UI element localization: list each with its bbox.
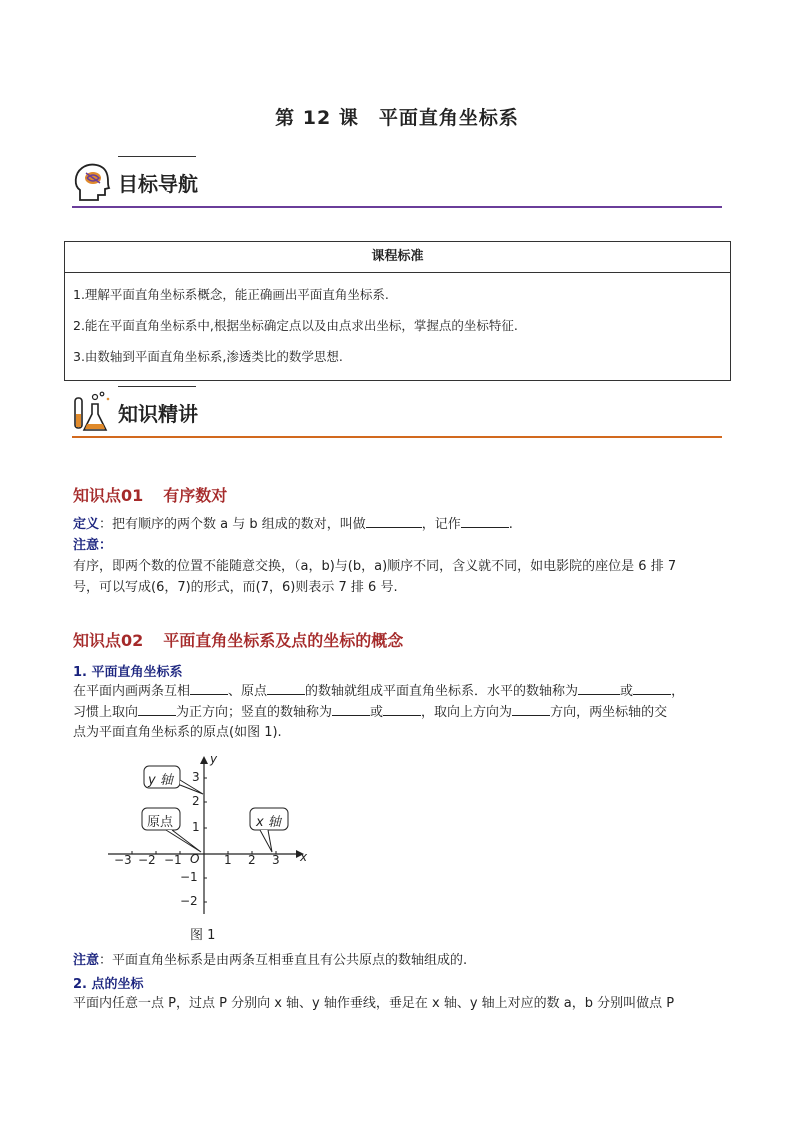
body-line bbox=[73, 701, 733, 723]
x-tick-label: −3 bbox=[114, 853, 132, 867]
x-tick-label: −1 bbox=[164, 853, 182, 867]
body-line bbox=[73, 680, 733, 702]
definition-text: ，记作 bbox=[421, 517, 461, 532]
note-label: 注意 bbox=[73, 538, 100, 553]
header-divider bbox=[72, 436, 722, 438]
y-tick-label: 1 bbox=[192, 820, 200, 834]
y-tick-label: 2 bbox=[192, 794, 200, 808]
body-text: 方向，两坐标轴的交 bbox=[550, 705, 668, 720]
body-line: 平面内任意一点 P，过点 P 分别向 x 轴、y 轴作垂线，垂足在 x 轴、y 轴上对应的数 a，b 分别叫做点 P bbox=[73, 996, 675, 1011]
fill-blank[interactable] bbox=[332, 701, 370, 716]
body-text: 或 bbox=[370, 705, 384, 720]
section-label: 目标导航 bbox=[118, 172, 198, 196]
note-colon: ： bbox=[99, 538, 113, 553]
note-paragraph bbox=[73, 950, 733, 971]
body-text: 为正方向；竖直的数轴称为 bbox=[176, 705, 333, 720]
note-heading bbox=[73, 535, 733, 556]
fill-blank[interactable] bbox=[512, 701, 550, 716]
kp-name: 有序数对 bbox=[163, 486, 228, 505]
x-axis-callout-pointer bbox=[260, 830, 272, 852]
fill-blank[interactable] bbox=[461, 513, 509, 528]
body-text: 、原点 bbox=[228, 684, 268, 699]
section-label: 知识精讲 bbox=[118, 402, 198, 426]
body-text: 在平面内画两条互相 bbox=[73, 684, 191, 699]
x-axis-label: x bbox=[300, 850, 308, 864]
header-top-line bbox=[118, 386, 196, 387]
note-line: 号，可以写成(6，7)的形式，而(7，6)则表示 7 排 6 号. bbox=[73, 580, 398, 595]
subheading: 2. 点的坐标 bbox=[73, 977, 144, 992]
definition-label: 定义 bbox=[73, 517, 100, 532]
page-title: 第 12 课 平面直角坐标系 bbox=[275, 107, 519, 129]
standards-table bbox=[64, 241, 731, 381]
brain-head-icon bbox=[72, 160, 112, 204]
fill-blank[interactable] bbox=[383, 701, 421, 716]
x-axis-callout-text: x 轴 bbox=[256, 815, 281, 830]
standard-item: 2.能在平面直角坐标系中,根据坐标确定点以及由点求出坐标，掌握点的坐标特征. bbox=[73, 318, 518, 333]
note-text: ：平面直角坐标系是由两条互相垂直且有公共原点的数轴组成的. bbox=[99, 953, 468, 968]
y-tick-label: −1 bbox=[180, 870, 198, 884]
standards-header: 课程标准 bbox=[65, 242, 730, 273]
x-tick-label: 2 bbox=[248, 853, 256, 867]
knowledge-point-heading bbox=[73, 483, 227, 506]
definition-paragraph bbox=[73, 513, 733, 535]
subheading: 1. 平面直角坐标系 bbox=[73, 665, 183, 680]
figure-caption: 图 1 bbox=[190, 928, 216, 943]
body-line: 点为平面直角坐标系的原点(如图 1). bbox=[73, 725, 282, 740]
y-axis-label: y bbox=[210, 752, 218, 766]
origin-label: O bbox=[190, 852, 200, 866]
header-divider bbox=[72, 206, 722, 208]
standard-item: 3.由数轴到平面直角坐标系,渗透类比的数学思想. bbox=[73, 349, 343, 364]
body-text: 的数轴就组成平面直角坐标系．水平的数轴称为 bbox=[305, 684, 579, 699]
fill-blank[interactable] bbox=[267, 680, 305, 695]
x-tick-label: 1 bbox=[224, 853, 232, 867]
fill-blank[interactable] bbox=[190, 680, 228, 695]
kp-name: 平面直角坐标系及点的坐标的概念 bbox=[163, 631, 404, 650]
x-tick-label: 3 bbox=[272, 853, 280, 867]
chemistry-flask-icon bbox=[72, 390, 112, 434]
y-axis-callout-text: y 轴 bbox=[148, 773, 173, 788]
coordinate-plane-svg bbox=[100, 752, 320, 944]
body-text: ， bbox=[671, 684, 685, 699]
section-header-goals bbox=[72, 156, 722, 208]
y-axis-arrow bbox=[200, 756, 208, 764]
knowledge-point-heading bbox=[73, 628, 403, 651]
body-text: ，取向上方向为 bbox=[421, 705, 513, 720]
body-text: 习惯上取向 bbox=[73, 705, 139, 720]
header-top-line bbox=[118, 156, 196, 157]
definition-text: ：把有顺序的两个数 a 与 b 组成的数对，叫做 bbox=[99, 517, 366, 532]
y-tick-label: −2 bbox=[180, 894, 198, 908]
note-line: 有序，即两个数的位置不能随意交换，（a，b)与(b，a)顺序不同，含义就不同，如电影院的座位是 6 排 7 bbox=[73, 559, 677, 574]
y-tick-label: 3 bbox=[192, 770, 200, 784]
fill-blank[interactable] bbox=[366, 513, 422, 528]
fill-blank[interactable] bbox=[633, 680, 671, 695]
kp-code: 知识点02 bbox=[73, 631, 144, 650]
definition-text: . bbox=[508, 517, 513, 532]
body-text: 或 bbox=[620, 684, 634, 699]
origin-callout-text: 原点 bbox=[147, 815, 174, 830]
fill-blank[interactable] bbox=[138, 701, 176, 716]
kp-code: 知识点01 bbox=[73, 486, 144, 505]
note-label: 注意 bbox=[73, 953, 100, 968]
section-header-knowledge bbox=[72, 386, 722, 438]
coordinate-figure bbox=[100, 752, 320, 944]
x-tick-label: −2 bbox=[138, 853, 156, 867]
fill-blank[interactable] bbox=[578, 680, 620, 695]
standard-item: 1.理解平面直角坐标系概念，能正确画出平面直角坐标系. bbox=[73, 287, 389, 302]
